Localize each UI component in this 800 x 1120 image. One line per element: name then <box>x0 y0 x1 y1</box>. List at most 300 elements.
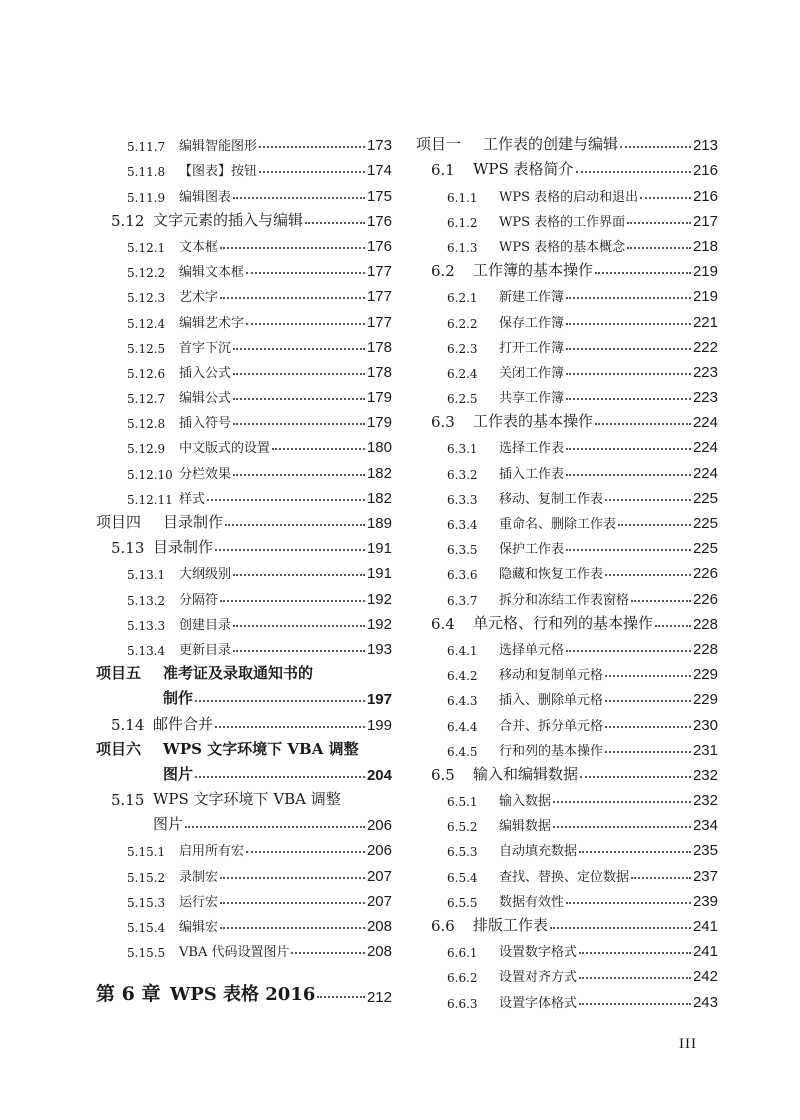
toc-entry-title: 启用所有宏 <box>179 844 245 860</box>
toc-entry-number: 5.12.8 <box>127 417 166 432</box>
toc-entry-title: WPS 表格的启动和退出 <box>499 189 639 205</box>
dot-leader <box>246 323 365 325</box>
toc-entry-number: 6.5.3 <box>447 845 478 860</box>
toc-entry-title: 拆分和冻结工作表窗格 <box>499 592 630 608</box>
toc-entry <box>416 331 718 356</box>
toc-entry-title: 首字下沉 <box>179 340 232 356</box>
toc-entry-title: 运行宏 <box>179 894 219 910</box>
dot-leader <box>580 776 691 778</box>
toc-entry-number: 5.12.10 <box>127 467 173 482</box>
toc-entry-title: 图片 <box>153 815 184 834</box>
toc-entry <box>96 759 392 784</box>
toc-entry <box>96 507 392 532</box>
toc-right-column <box>416 129 718 1011</box>
toc-entry-page: 204 <box>366 766 392 784</box>
toc-entry <box>416 406 718 431</box>
toc-entry <box>416 356 718 381</box>
toc-entry-title: 查找、替换、定位数据 <box>499 869 630 885</box>
toc-entry-title: 编辑图表 <box>179 189 232 205</box>
toc-entry-page: 212 <box>366 989 392 1007</box>
toc-entry-page: 178 <box>366 363 392 381</box>
dot-leader <box>566 549 691 551</box>
toc-entry-page: 228 <box>692 615 718 633</box>
dot-leader <box>215 549 365 551</box>
toc-entry-title: 排版工作表 <box>473 916 549 934</box>
dot-leader <box>620 146 691 148</box>
toc-entry-number: 5.14 <box>111 715 145 734</box>
toc-entry-title: 插入符号 <box>179 416 232 432</box>
toc-entry-title: 工作表的基本操作 <box>473 412 594 431</box>
toc-entry-page: 208 <box>366 943 392 961</box>
dot-leader <box>220 927 365 929</box>
dot-leader <box>579 952 691 954</box>
dot-leader <box>233 398 365 400</box>
toc-entry-number: 5.15.4 <box>127 921 166 935</box>
page-number: III <box>679 1036 697 1052</box>
toc-entry-page: 179 <box>366 414 392 432</box>
toc-entry <box>96 935 392 960</box>
toc-entry-page: 182 <box>366 464 392 482</box>
toc-entry-number: 6.2.2 <box>447 316 478 331</box>
toc-entry-title: WPS 表格的工作界面 <box>499 214 626 230</box>
toc-entry-number: 6.2 <box>431 262 455 281</box>
toc-entry <box>96 406 392 431</box>
dot-leader <box>605 499 691 501</box>
toc-entry <box>416 683 718 708</box>
toc-entry-page: 180 <box>366 439 392 457</box>
toc-entry-page: 224 <box>692 464 718 482</box>
toc-entry <box>416 859 718 884</box>
toc-entry-page: 242 <box>692 968 718 986</box>
toc-entry <box>416 381 718 406</box>
toc-entry-page: 225 <box>692 489 718 507</box>
toc-entry-number: 6.4.3 <box>447 694 478 709</box>
toc-entry-page: 179 <box>366 389 392 407</box>
toc-entry <box>416 784 718 809</box>
toc-entry-page: 232 <box>692 766 718 784</box>
toc-entry-number: 6.2.1 <box>447 291 478 306</box>
toc-entry-page: 243 <box>692 993 718 1011</box>
toc-entry-title: 制作 <box>163 689 194 708</box>
toc-entry-page: 175 <box>366 187 392 205</box>
toc-entry-page: 226 <box>692 590 718 608</box>
toc-entry-page: 177 <box>366 313 392 331</box>
toc-entry <box>416 809 718 834</box>
toc-entry <box>416 885 718 910</box>
dot-leader <box>566 373 691 375</box>
toc-entry-page: 191 <box>366 565 392 583</box>
toc-entry-number: 5.11.7 <box>127 140 166 155</box>
toc-entry-page: 232 <box>692 792 718 810</box>
toc-entry-page: 229 <box>692 666 718 684</box>
toc-entry <box>416 582 718 607</box>
toc-entry-number: 6.3.1 <box>447 442 478 457</box>
dot-leader <box>579 851 691 853</box>
toc-entry-title: 设置数字格式 <box>499 945 578 961</box>
toc-entry <box>416 255 718 280</box>
toc-entry <box>416 708 718 733</box>
toc-entry-number: 5.15.5 <box>127 946 166 961</box>
toc-entry-title: 输入数据 <box>499 794 552 810</box>
dot-leader <box>579 1003 691 1005</box>
toc-entry-number: 6.3 <box>431 413 455 432</box>
toc-entry-number: 6.4.4 <box>447 719 478 734</box>
toc-entry-number: 项目一 <box>416 135 462 154</box>
dot-leader <box>272 448 365 450</box>
toc-entry <box>96 305 392 330</box>
toc-entry-page: 197 <box>366 691 392 709</box>
dot-leader <box>259 171 365 173</box>
toc-entry-page: 207 <box>366 867 392 885</box>
toc-entry-number: 5.11.8 <box>127 165 166 180</box>
toc-entry-title: 保护工作表 <box>499 542 565 558</box>
toc-entry <box>416 456 718 481</box>
toc-entry-number: 5.12.5 <box>127 341 166 356</box>
toc-entry-page: 192 <box>366 615 392 633</box>
toc-entry-page: 237 <box>692 867 718 885</box>
toc-entry <box>96 658 392 683</box>
toc-entry <box>96 633 392 658</box>
toc-entry-title: 共享工作簿 <box>499 391 565 407</box>
toc-entry-title: 编辑公式 <box>179 391 232 407</box>
toc-entry-number: 5.15.3 <box>127 895 166 910</box>
toc-entry-title: 选择工作表 <box>499 441 565 457</box>
toc-entry-title: 录制宏 <box>179 869 219 885</box>
dot-leader <box>595 423 691 425</box>
toc-entry <box>416 658 718 683</box>
toc-entry-page: 176 <box>366 237 392 255</box>
dot-leader <box>566 323 691 325</box>
toc-entry <box>96 280 392 305</box>
toc-entry-number: 6.3.5 <box>447 543 478 558</box>
toc-chapter-entry <box>96 966 392 1006</box>
toc-entry-title: 新建工作簿 <box>499 290 565 306</box>
toc-entry-number: 5.12.11 <box>127 492 173 507</box>
dot-leader <box>233 197 365 199</box>
toc-entry-number: 6.5.1 <box>447 795 478 810</box>
toc-entry-page: 234 <box>692 817 718 835</box>
dot-leader <box>220 600 365 602</box>
dot-leader <box>233 650 365 652</box>
toc-entry-page: 189 <box>366 515 392 532</box>
toc-entry <box>96 834 392 859</box>
toc-entry <box>416 834 718 859</box>
toc-entry-number: 6.5.2 <box>447 820 478 835</box>
dot-leader <box>220 247 365 249</box>
toc-entry-number: 5.12 <box>111 211 145 230</box>
toc-entry-number: 6.4.1 <box>447 643 478 658</box>
toc-entry-title: 【图表】按钮 <box>179 164 258 180</box>
toc-entry-page: 199 <box>366 716 392 734</box>
dot-leader <box>233 574 365 576</box>
dot-leader <box>627 222 691 224</box>
toc-entry <box>96 683 392 708</box>
toc-entry-number: 6.3.2 <box>447 467 478 482</box>
toc-entry-number: 项目四 <box>96 513 142 531</box>
toc-entry-page: 241 <box>692 918 718 935</box>
toc-entry-number: 5.13.2 <box>127 593 166 608</box>
dot-leader <box>640 197 691 199</box>
dot-leader <box>605 574 691 576</box>
dot-leader <box>220 877 365 879</box>
toc-entry-number: 项目六 <box>96 739 142 758</box>
toc-entry-number: 6.5.5 <box>447 895 478 910</box>
toc-entry-page: 213 <box>692 137 718 155</box>
toc-entry-number: 5.13 <box>111 539 145 558</box>
toc-entry-number: 5.12.1 <box>127 240 166 255</box>
toc-entry-title: 文本框 <box>179 239 219 255</box>
toc-entry-number: 6.1.2 <box>447 215 478 230</box>
toc-entry <box>96 809 392 834</box>
toc-entry-number: 6.5.4 <box>447 870 478 885</box>
toc-entry <box>96 532 392 557</box>
dot-leader <box>631 877 691 879</box>
toc-entry-page: 223 <box>692 389 718 407</box>
toc-entry-number: 6.4.5 <box>447 744 478 759</box>
toc-entry-title: 大纲级别 <box>179 567 232 583</box>
toc-entry-title: WPS 表格的基本概念 <box>499 239 626 255</box>
toc-entry <box>96 381 392 406</box>
toc-entry-number: 6.1.1 <box>447 190 478 205</box>
toc-entry-title: 编辑文本框 <box>179 265 245 281</box>
dot-leader <box>605 700 691 702</box>
toc-entry-page: 225 <box>692 540 718 558</box>
toc-entry-page: 222 <box>692 338 718 356</box>
toc-entry <box>416 910 718 935</box>
toc-entry <box>96 885 392 910</box>
toc-entry-title: 样式 <box>179 491 206 507</box>
toc-entry-page: 178 <box>366 338 392 356</box>
toc-entry-page: 192 <box>366 590 392 608</box>
toc-entry-number: 5.12.3 <box>127 291 166 306</box>
toc-entry-number: 5.12.7 <box>127 392 166 407</box>
dot-leader <box>553 801 691 803</box>
toc-entry-page: 224 <box>692 439 718 457</box>
toc-entry-title: 设置字体格式 <box>499 995 578 1011</box>
toc-entry-number: 5.13.4 <box>127 643 166 658</box>
toc-entry-title: 插入工作表 <box>499 466 565 482</box>
toc-entry-title: 中文版式的设置 <box>179 441 271 457</box>
toc-entry <box>416 305 718 330</box>
toc-entry-title: 工作表的创建与编辑 <box>483 135 619 154</box>
toc-entry-title: 文字元素的插入与编辑 <box>153 210 304 229</box>
toc-entry-number: 5.12.9 <box>127 442 166 457</box>
toc-entry <box>96 331 392 356</box>
toc-entry-page: 191 <box>366 540 392 558</box>
toc-entry-number: 5.12.4 <box>127 316 166 331</box>
toc-entry-page: 206 <box>366 817 392 835</box>
toc-entry <box>96 734 392 759</box>
toc-entry-title: 编辑数据 <box>499 819 552 835</box>
toc-entry-number: 5.15 <box>111 791 145 810</box>
toc-entry-title: 编辑艺术字 <box>179 315 245 331</box>
toc-entry-number: 第 6 章 <box>96 983 161 1006</box>
dot-leader <box>566 448 691 450</box>
dot-leader <box>291 952 365 954</box>
toc-entry-title: 编辑宏 <box>179 920 219 935</box>
toc-entry-page: 207 <box>366 892 392 910</box>
dot-leader <box>566 348 691 350</box>
toc-entry <box>416 154 718 179</box>
toc-entry <box>96 255 392 280</box>
toc-entry-title: WPS 表格 2016 <box>170 984 316 1006</box>
dot-leader <box>566 902 691 904</box>
toc-entry-page: 241 <box>692 943 718 961</box>
toc-entry <box>96 482 392 507</box>
toc-entry-page: 173 <box>366 137 392 155</box>
dot-leader <box>220 902 365 904</box>
toc-entry-page: 226 <box>692 565 718 583</box>
toc-entry-number: 6.3.6 <box>447 568 478 583</box>
dot-leader <box>605 675 691 677</box>
toc-entry-page: 239 <box>692 892 718 910</box>
toc-entry-title: 行和列的基本操作 <box>499 743 604 759</box>
toc-entry-number: 6.6.2 <box>447 971 478 986</box>
toc-entry-title: 创建目录 <box>179 617 232 633</box>
toc-entry-number: 6.2.3 <box>447 341 478 356</box>
toc-entry-page: 177 <box>366 263 392 281</box>
toc-entry <box>96 179 392 204</box>
toc-entry-title: 图片 <box>163 764 194 783</box>
dot-leader <box>631 600 691 602</box>
toc-entry-title: 单元格、行和列的基本操作 <box>473 613 654 632</box>
toc-entry-title: 目录制作 <box>153 538 214 557</box>
dot-leader <box>225 524 365 526</box>
toc-entry <box>416 532 718 557</box>
toc-entry-title: WPS 表格简介 <box>473 160 574 179</box>
toc-entry <box>96 608 392 633</box>
toc-entry <box>416 179 718 204</box>
dot-leader <box>317 996 365 998</box>
toc-entry-title: 隐藏和恢复工作表 <box>499 567 604 583</box>
dot-leader <box>566 650 691 652</box>
toc-entry <box>416 205 718 230</box>
toc-entry-title: WPS 文字环境下 VBA 调整 <box>163 739 359 758</box>
toc-entry-number: 5.15.1 <box>127 845 166 860</box>
dot-leader <box>246 272 365 274</box>
dot-leader <box>566 474 691 476</box>
toc-entry <box>96 784 392 809</box>
toc-entry-title: 分隔符 <box>179 592 219 608</box>
dot-leader <box>233 373 365 375</box>
dot-leader <box>550 927 691 929</box>
dot-leader <box>566 398 691 400</box>
toc-entry-page: 217 <box>692 212 718 230</box>
toc-entry-title: 数据有效性 <box>499 894 565 910</box>
toc-entry-number: 5.11.9 <box>127 190 166 205</box>
toc-entry <box>416 557 718 582</box>
toc-entry-title: 选择单元格 <box>499 642 565 658</box>
dot-leader <box>233 423 365 425</box>
dot-leader <box>195 776 365 778</box>
toc-entry-page: 230 <box>692 716 718 734</box>
dot-leader <box>195 700 365 702</box>
dot-leader <box>605 751 691 753</box>
toc-entry-title: 重命名、删除工作表 <box>499 517 617 532</box>
dot-leader <box>233 625 365 627</box>
toc-entry <box>416 280 718 305</box>
dot-leader <box>553 826 691 828</box>
toc-entry-title: 移动、复制工作表 <box>499 491 604 507</box>
toc-entry-number: 5.12.6 <box>127 366 166 381</box>
dot-leader <box>618 524 691 526</box>
toc-entry-number: 6.3.3 <box>447 492 478 507</box>
toc-entry <box>416 960 718 985</box>
toc-left-column <box>96 129 392 1006</box>
toc-entry-number: 6.2.5 <box>447 392 478 407</box>
toc-entry-number: 6.3.4 <box>447 518 478 532</box>
toc-entry <box>96 859 392 884</box>
dot-leader <box>233 348 365 350</box>
toc-entry-number: 6.5 <box>431 765 455 784</box>
toc-entry-page: 223 <box>692 363 718 381</box>
toc-entry <box>416 734 718 759</box>
toc-entry-number: 项目五 <box>96 664 142 683</box>
toc-entry <box>416 935 718 960</box>
toc-entry-title: 准考证及录取通知书的 <box>163 664 314 683</box>
toc-entry-page: 228 <box>692 640 718 658</box>
toc-entry-number: 5.12.2 <box>127 266 166 281</box>
toc-entry-title: 移动和复制单元格 <box>499 668 604 684</box>
toc-entry-number: 6.4 <box>431 614 455 633</box>
toc-entry-page: 218 <box>692 237 718 255</box>
toc-entry <box>416 507 718 532</box>
toc-entry-title: 目录制作 <box>163 513 224 531</box>
toc-entry-title: 艺术字 <box>179 290 219 306</box>
toc-entry <box>416 482 718 507</box>
toc-entry-title: VBA 代码设置图片 <box>179 945 290 961</box>
toc-entry-title: 插入、删除单元格 <box>499 693 604 709</box>
toc-entry <box>416 608 718 633</box>
toc-entry-title: WPS 文字环境下 VBA 调整 <box>153 790 341 809</box>
toc-entry <box>96 431 392 456</box>
toc-entry-page: 176 <box>366 212 392 230</box>
toc-entry-title: 输入和编辑数据 <box>473 764 579 783</box>
toc-entry-title: 更新目录 <box>179 642 232 658</box>
toc-entry <box>416 633 718 658</box>
toc-entry-page: 177 <box>366 288 392 306</box>
dot-leader <box>185 826 365 828</box>
toc-entry <box>96 129 392 154</box>
toc-entry-number: 6.3.7 <box>447 593 478 608</box>
dot-leader <box>605 726 691 728</box>
toc-entry-title: 插入公式 <box>179 365 232 381</box>
toc-entry-page: 229 <box>692 691 718 709</box>
toc-entry-title: 分栏效果 <box>179 466 232 482</box>
toc-entry-number: 6.6.3 <box>447 996 478 1011</box>
toc-entry-page: 224 <box>692 414 718 432</box>
toc-entry-title: 自动填充数据 <box>499 844 578 860</box>
dot-leader <box>220 297 365 299</box>
toc-entry-page: 231 <box>692 741 718 759</box>
dot-leader <box>576 171 691 173</box>
toc-entry-number: 6.1.3 <box>447 240 478 255</box>
toc-entry-number: 5.13.1 <box>127 568 166 583</box>
dot-leader <box>655 625 691 627</box>
toc-entry-page: 206 <box>366 842 392 860</box>
toc-entry-number: 6.4.2 <box>447 669 478 684</box>
dot-leader <box>305 222 365 224</box>
toc-entry-title: 邮件合并 <box>153 714 214 733</box>
toc-entry <box>96 154 392 179</box>
toc-entry-page: 221 <box>692 313 718 331</box>
toc-entry-page: 219 <box>692 263 718 281</box>
toc-entry-page: 193 <box>366 640 392 658</box>
dot-leader <box>595 272 691 274</box>
toc-entry-page: 174 <box>366 162 392 180</box>
dot-leader <box>207 499 365 501</box>
toc-entry <box>96 708 392 733</box>
